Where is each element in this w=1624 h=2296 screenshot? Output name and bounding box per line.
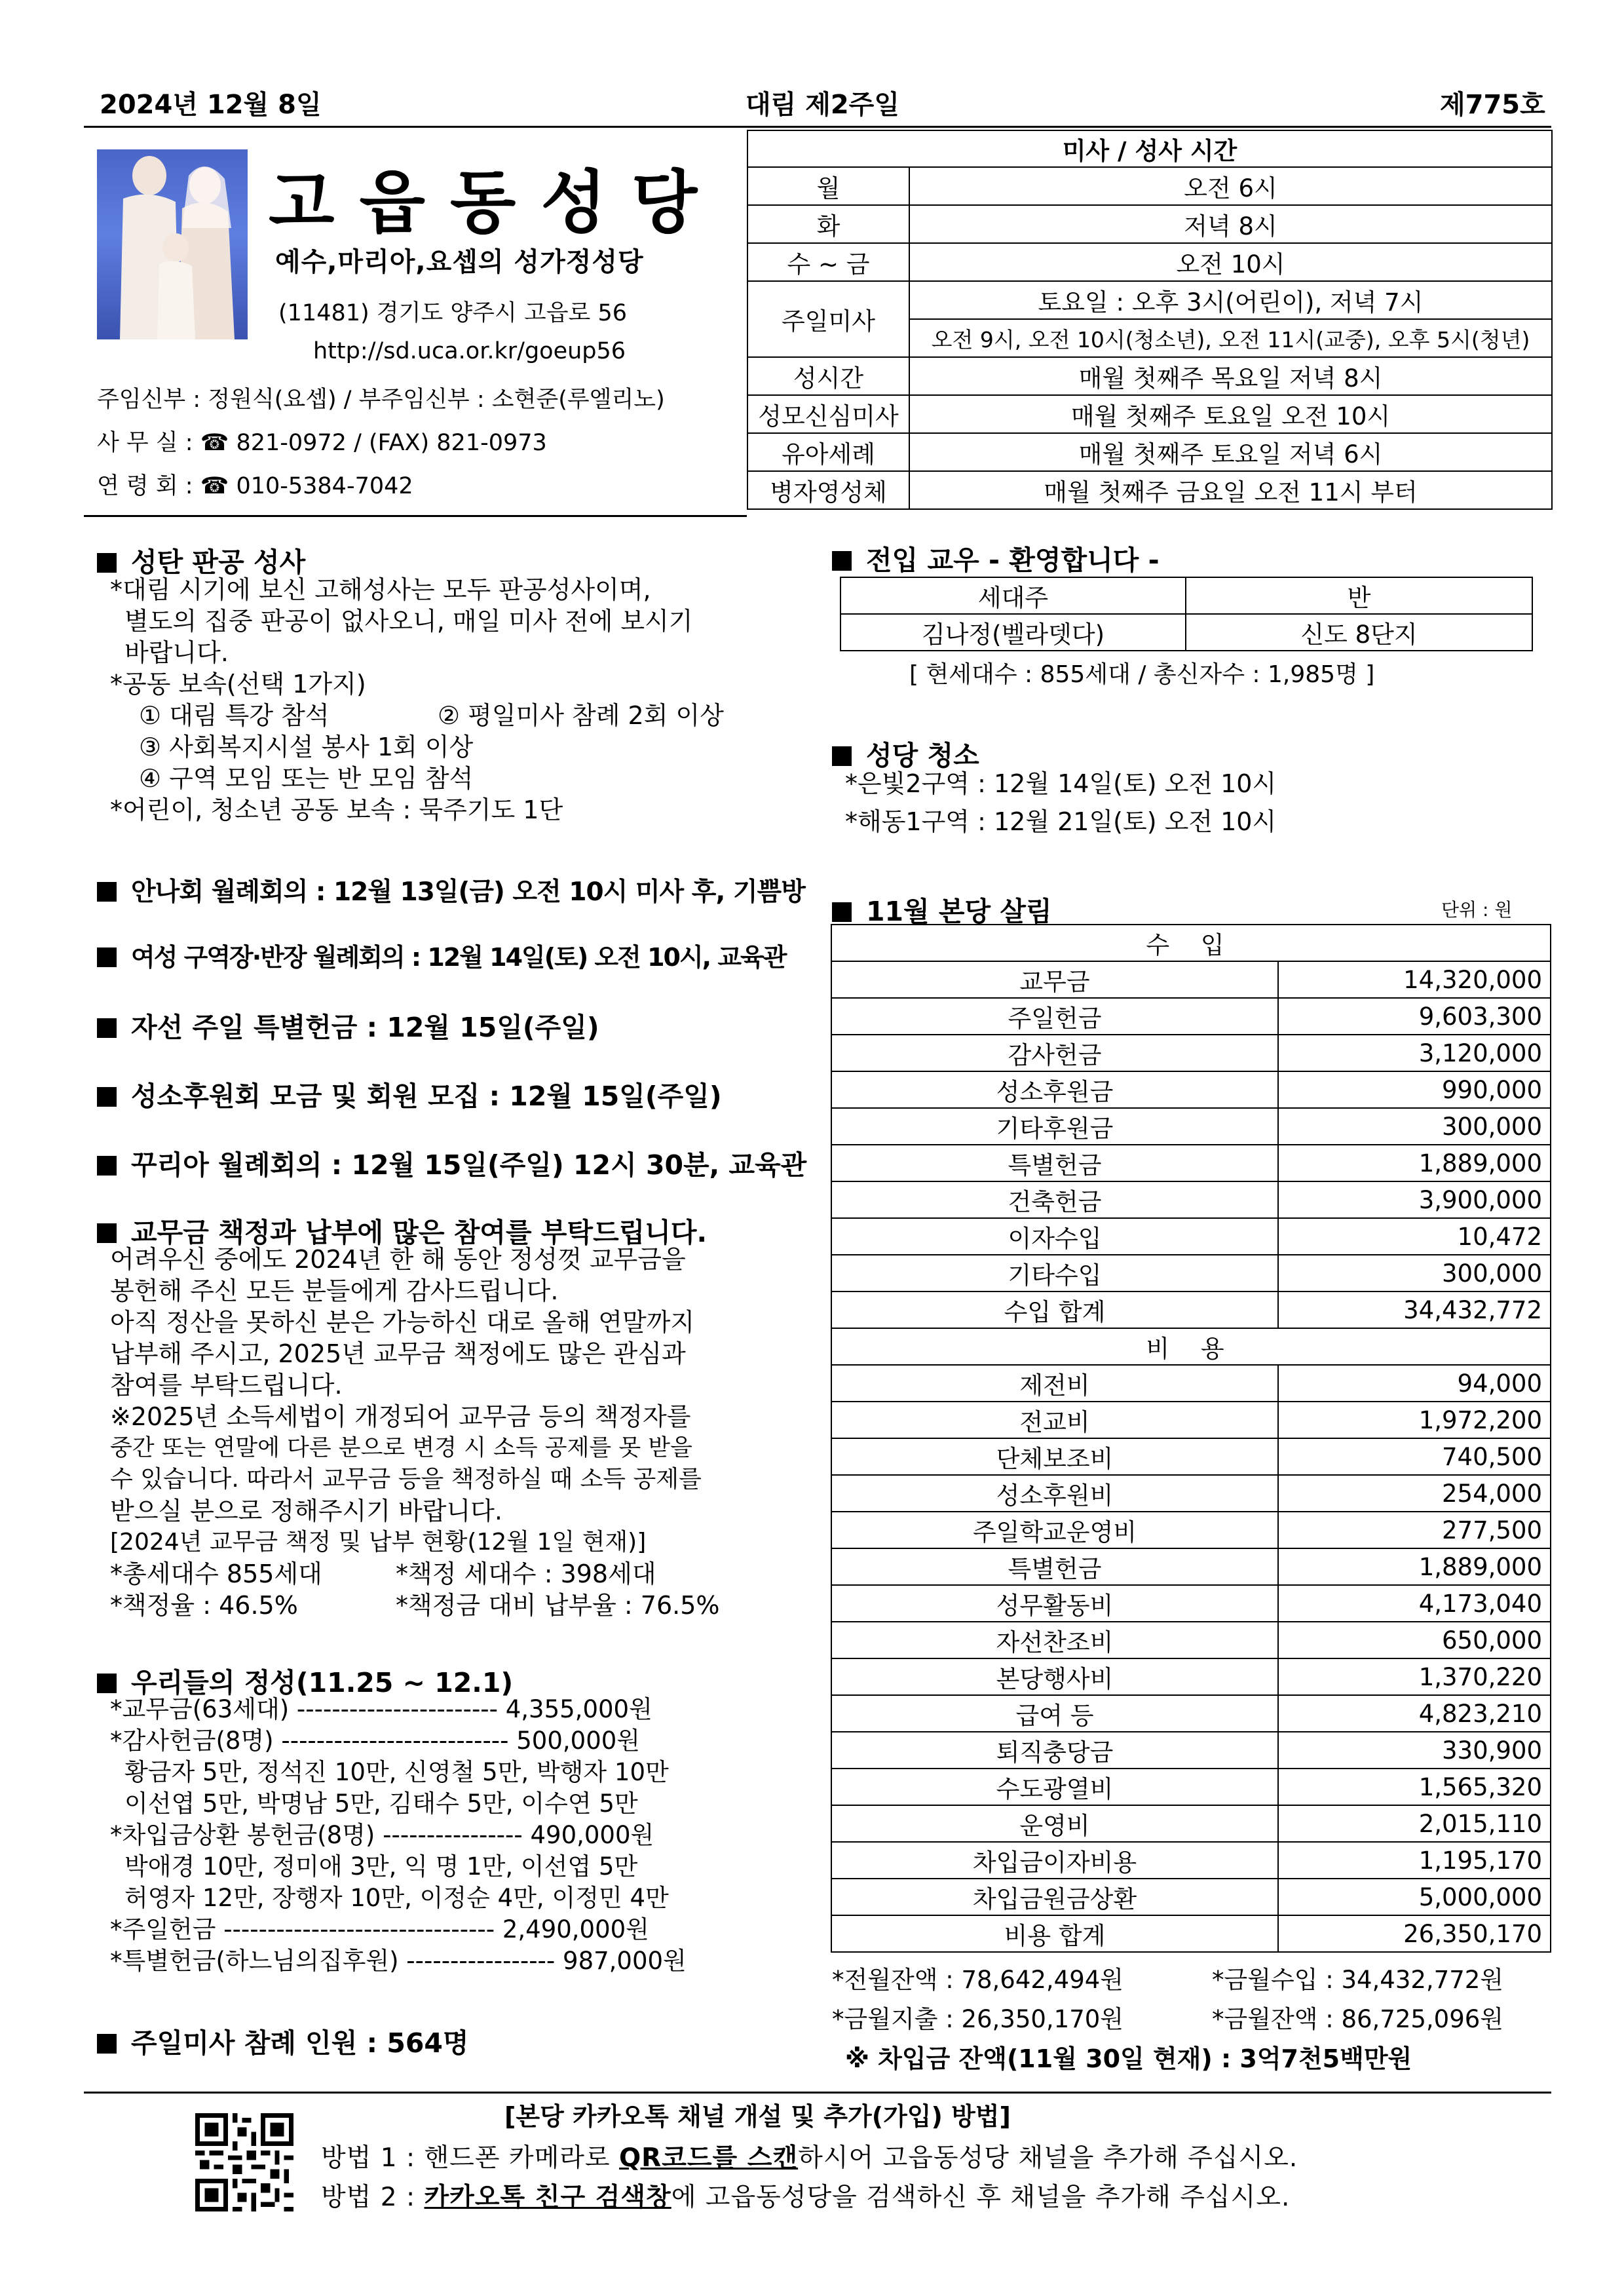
finance-amount: 1,889,000 — [1278, 1548, 1551, 1585]
finance-row — [831, 1438, 1551, 1475]
kakao-method-1: 방법 1 : 핸드폰 카메라로 QR코드를 스캔하시어 고읍동성당 채널을 추가해 주십시오. — [321, 2143, 1298, 2173]
finance-item: 특별헌금 — [831, 1145, 1278, 1181]
section-heading: 교무금 책정과 납부에 많은 참여를 부탁드립니다. — [97, 1211, 707, 1250]
council-phone: 연 령 회 : ☎ 010-5384-7042 — [97, 473, 413, 499]
footer-rule — [84, 2092, 1551, 2094]
finance-row — [831, 1255, 1551, 1292]
section-heading: 11월 본당 살림 — [832, 890, 1052, 928]
table-header: 반 — [1186, 577, 1532, 614]
balance-item: *전월잔액 : 78,642,494원 — [832, 1966, 1124, 1994]
paragraph-line: ② 평일미사 참례 2회 이상 — [438, 701, 724, 730]
table-cell: 김나정(벨라뎃다) — [840, 614, 1186, 651]
mass-label: 화 — [747, 205, 909, 243]
notice-item: 성소후원회 모금 및 회원 모집 : 12월 15일(주일) — [97, 1075, 722, 1113]
cleaning-line: *해동1구역 : 12월 21일(토) 오전 10시 — [845, 807, 1277, 836]
finance-item: 수입 합계 — [831, 1292, 1278, 1328]
finance-item: 전교비 — [831, 1402, 1278, 1438]
household-stat: [ 현세대수 : 855세대 / 총신자수 : 1,985명 ] — [909, 661, 1375, 688]
paragraph-line: ① 대림 특강 참석 — [139, 701, 330, 730]
finance-item: 감사헌금 — [831, 1035, 1278, 1071]
mass-label: 유아세례 — [747, 433, 909, 471]
paragraph-line: *공동 보속(선택 1가지) — [110, 670, 366, 698]
loan-balance: ※ 차입금 잔액(11월 30일 현재) : 3억7천5백만원 — [845, 2044, 1412, 2073]
notice-item: 여성 구역장·반장 월례회의 : 12월 14일(토) 오전 10시, 교육관 — [97, 937, 785, 973]
finance-item: 주일헌금 — [831, 998, 1278, 1035]
finance-table — [831, 924, 1551, 1953]
finance-amount: 1,565,320 — [1278, 1769, 1551, 1805]
offering-line: 허영자 12만, 장행자 10만, 이정순 4만, 이정민 4만 — [124, 1884, 669, 1912]
mass-label: 병자영성체 — [747, 471, 909, 509]
holy-family-statue-image — [97, 149, 248, 339]
paragraph-line: 참여를 부탁드립니다. — [110, 1371, 343, 1400]
mass-value: 저녁 8시 — [909, 205, 1552, 243]
paragraph-line: *대림 시기에 보신 고해성사는 모두 판공성사이며, — [110, 575, 651, 604]
paragraph-line: 납부해 주시고, 2025년 교무금 책정에도 많은 관심과 — [110, 1339, 686, 1368]
mass-table-heading: 미사 / 성사 시간 — [747, 130, 1552, 167]
finance-item: 주일학교운영비 — [831, 1512, 1278, 1548]
finance-row — [831, 1805, 1551, 1842]
finance-row — [831, 1145, 1551, 1181]
finance-item: 기타수입 — [831, 1255, 1278, 1292]
footer-title: [본당 카카오톡 채널 개설 및 추가(가입) 방법] — [504, 2102, 1011, 2131]
liturgical-week: 대림 제2주일 — [746, 90, 899, 120]
mass-label: 성시간 — [747, 357, 909, 395]
finance-row — [831, 1292, 1551, 1328]
finance-row — [831, 1402, 1551, 1438]
finance-item: 본당행사비 — [831, 1658, 1278, 1695]
finance-amount: 4,823,210 — [1278, 1695, 1551, 1732]
paragraph-line: 받으실 분으로 정해주시기 바랍니다. — [110, 1497, 502, 1525]
parish-subtitle: 예수,마리아,요셉의 성가정성당 — [275, 247, 644, 277]
issue-date: 2024년 12월 8일 — [100, 90, 322, 120]
finance-amount: 4,173,040 — [1278, 1585, 1551, 1622]
mass-value: 오전 10시 — [909, 243, 1552, 281]
table-cell: 신도 8단지 — [1186, 614, 1532, 651]
section-heading: 전입 교우 - 환영합니다 - — [832, 539, 1160, 577]
finance-amount: 1,370,220 — [1278, 1658, 1551, 1695]
issue-number: 제775호 — [1440, 90, 1545, 120]
finance-row — [831, 1658, 1551, 1695]
finance-amount: 9,603,300 — [1278, 998, 1551, 1035]
finance-row — [831, 1035, 1551, 1071]
finance-amount: 2,015,110 — [1278, 1805, 1551, 1842]
offering-line: *감사헌금(8명) -------------------------- 500,000원 — [110, 1727, 641, 1755]
stat-item: *책정 세대수 : 398세대 — [396, 1559, 656, 1588]
section-heading: 우리들의 정성(11.25 ~ 12.1) — [97, 1661, 513, 1700]
finance-item: 차입금원금상환 — [831, 1879, 1278, 1915]
finance-item: 성소후원금 — [831, 1071, 1278, 1108]
finance-row — [831, 1108, 1551, 1145]
cleaning-line: *은빛2구역 : 12월 14일(토) 오전 10시 — [845, 769, 1277, 798]
finance-item: 제전비 — [831, 1365, 1278, 1402]
stat-item: *총세대수 855세대 — [110, 1559, 322, 1588]
finance-amount: 990,000 — [1278, 1071, 1551, 1108]
paragraph-line: ※2025년 소득세법이 개정되어 교무금 등의 책정자를 — [110, 1402, 691, 1431]
finance-row — [831, 1622, 1551, 1658]
mass-value: 토요일 : 오후 3시(어린이), 저녁 7시 — [909, 281, 1552, 319]
finance-item: 비용 합계 — [831, 1915, 1278, 1952]
mass-label: 주일미사 — [747, 281, 909, 357]
finance-row — [831, 1879, 1551, 1915]
section-heading: 성탄 판공 성사 — [97, 541, 305, 579]
finance-item: 단체보조비 — [831, 1438, 1278, 1475]
finance-amount: 1,889,000 — [1278, 1145, 1551, 1181]
paragraph-line: [2024년 교무금 책정 및 납부 현황(12월 1일 현재)] — [110, 1529, 647, 1556]
paragraph-line: 수 있습니다. 따라서 교무금 등을 책정하실 때 소득 공제를 — [110, 1466, 702, 1493]
paragraph-line: 어려우신 중에도 2024년 한 해 동안 정성껏 교무금을 — [110, 1245, 686, 1274]
table-header: 세대주 — [840, 577, 1186, 614]
mass-value: 매월 첫째주 토요일 오전 10시 — [909, 395, 1552, 433]
offering-line: 황금자 5만, 정석진 10만, 신영철 5만, 박행자 10만 — [124, 1758, 669, 1786]
top-rule — [84, 126, 1551, 128]
finance-amount: 1,195,170 — [1278, 1842, 1551, 1879]
finance-amount: 5,000,000 — [1278, 1879, 1551, 1915]
parish-address: (11481) 경기도 양주시 고읍로 56 — [278, 300, 627, 326]
finance-item: 건축헌금 — [831, 1181, 1278, 1218]
finance-item: 기타후원금 — [831, 1108, 1278, 1145]
priest-info: 주임신부 : 정원식(요셉) / 부주임신부 : 소현준(루엘리노) — [97, 387, 665, 413]
finance-item: 수도광열비 — [831, 1769, 1278, 1805]
finance-amount: 34,432,772 — [1278, 1292, 1551, 1328]
finance-amount: 10,472 — [1278, 1218, 1551, 1255]
mass-label: 수 ~ 금 — [747, 243, 909, 281]
mass-label: 월 — [747, 167, 909, 205]
notice-item: 꾸리아 월례회의 : 12월 15일(주일) 12시 30분, 교육관 — [97, 1143, 806, 1182]
newcomer-table — [840, 577, 1533, 651]
paragraph-line: ④ 구역 모임 또는 반 모임 참석 — [139, 764, 474, 793]
finance-item: 이자수입 — [831, 1218, 1278, 1255]
finance-row — [831, 1365, 1551, 1402]
finance-row — [831, 1915, 1551, 1952]
kakao-method-2: 방법 2 : 카카오톡 친구 검색창에 고읍동성당을 검색하신 후 채널을 추가해 주십시오. — [321, 2183, 1291, 2212]
finance-amount: 330,900 — [1278, 1732, 1551, 1769]
finance-section-header: 비 용 — [831, 1328, 1551, 1365]
finance-row — [831, 1475, 1551, 1512]
finance-item: 운영비 — [831, 1805, 1278, 1842]
office-phone: 사 무 실 : ☎ 821-0972 / (FAX) 821-0973 — [97, 430, 547, 456]
mass-label: 성모신심미사 — [747, 395, 909, 433]
finance-amount: 14,320,000 — [1278, 961, 1551, 998]
finance-item: 급여 등 — [831, 1695, 1278, 1732]
finance-amount: 1,972,200 — [1278, 1402, 1551, 1438]
offering-line: *주일헌금 ------------------------------- 2,490,000원 — [110, 1915, 649, 1943]
finance-row — [831, 1585, 1551, 1622]
finance-row — [831, 1769, 1551, 1805]
finance-row — [831, 1218, 1551, 1255]
finance-amount: 26,350,170 — [1278, 1915, 1551, 1952]
header-rule — [84, 515, 747, 517]
balance-item: *금월지출 : 26,350,170원 — [832, 2005, 1124, 2033]
finance-row — [831, 1695, 1551, 1732]
mass-value: 매월 첫째주 토요일 저녁 6시 — [909, 433, 1552, 471]
finance-item: 특별헌금 — [831, 1548, 1278, 1585]
finance-item: 차입금이자비용 — [831, 1842, 1278, 1879]
finance-amount: 740,500 — [1278, 1438, 1551, 1475]
paragraph-line: 중간 또는 연말에 다른 분으로 변경 시 소득 공제를 못 받을 — [110, 1435, 692, 1461]
finance-item: 성무활동비 — [831, 1585, 1278, 1622]
offering-line: 이선엽 5만, 박명남 5만, 김태수 5만, 이수연 5만 — [124, 1789, 638, 1818]
finance-amount: 650,000 — [1278, 1622, 1551, 1658]
stat-item: *책정율 : 46.5% — [110, 1591, 298, 1620]
stat-item: *책정금 대비 납부율 : 76.5% — [396, 1591, 720, 1620]
finance-amount: 3,900,000 — [1278, 1181, 1551, 1218]
mass-value: 매월 첫째주 목요일 저녁 8시 — [909, 357, 1552, 395]
offering-line: *차입금상환 봉헌금(8명) ---------------- 490,000원 — [110, 1821, 654, 1849]
finance-item: 자선찬조비 — [831, 1622, 1278, 1658]
finance-row — [831, 961, 1551, 998]
paragraph-line: 바랍니다. — [124, 638, 229, 667]
unit-label: 단위 : 원 — [1441, 899, 1513, 921]
offering-line: *특별헌금(하느님의집후원) ----------------- 987,000원 — [110, 1947, 687, 1975]
notice-item: 자선 주일 특별헌금 : 12월 15일(주일) — [97, 1006, 599, 1044]
finance-amount: 300,000 — [1278, 1255, 1551, 1292]
finance-amount: 277,500 — [1278, 1512, 1551, 1548]
mass-value: 오전 6시 — [909, 167, 1552, 205]
finance-amount: 300,000 — [1278, 1108, 1551, 1145]
paragraph-line: 별도의 집중 판공이 없사오니, 매일 미사 전에 보시기 — [124, 607, 693, 636]
section-heading: 성당 청소 — [832, 734, 979, 773]
offering-line: 박애경 10만, 정미애 3만, 익 명 1만, 이선엽 5만 — [124, 1852, 638, 1881]
notice-item: 안나회 월례회의 : 12월 13일(금) 오전 10시 미사 후, 기쁨방 — [97, 871, 805, 908]
offering-line: *교무금(63세대) ----------------------- 4,355,000원 — [110, 1695, 652, 1723]
balance-item: *금월잔액 : 86,725,096원 — [1212, 2005, 1504, 2033]
mass-attendance: 주일미사 참례 인원 : 564명 — [97, 2021, 469, 2060]
paragraph-line: *어린이, 청소년 공동 보속 : 묵주기도 1단 — [110, 795, 563, 824]
mass-value-sunday: 오전 9시, 오전 10시(청소년), 오전 11시(교중), 오후 5시(청년) — [909, 319, 1552, 357]
finance-item: 성소후원비 — [831, 1475, 1278, 1512]
finance-row — [831, 1548, 1551, 1585]
paragraph-line: 봉헌해 주신 모든 분들에게 감사드립니다. — [110, 1276, 559, 1305]
parish-url[interactable]: http://sd.uca.or.kr/goeup56 — [313, 338, 626, 364]
finance-amount: 3,120,000 — [1278, 1035, 1551, 1071]
finance-row — [831, 1512, 1551, 1548]
finance-row — [831, 998, 1551, 1035]
qr-code-icon[interactable] — [195, 2113, 293, 2211]
finance-item: 퇴직충당금 — [831, 1732, 1278, 1769]
finance-amount: 254,000 — [1278, 1475, 1551, 1512]
finance-row — [831, 1732, 1551, 1769]
mass-schedule-table — [747, 130, 1553, 510]
mass-value: 매월 첫째주 금요일 오전 11시 부터 — [909, 471, 1552, 509]
finance-row — [831, 1181, 1551, 1218]
finance-row — [831, 1071, 1551, 1108]
finance-amount: 94,000 — [1278, 1365, 1551, 1402]
parish-title: 고읍동성당 — [269, 162, 723, 242]
finance-section-header: 수 입 — [831, 925, 1551, 961]
finance-item: 교무금 — [831, 961, 1278, 998]
paragraph-line: 아직 정산을 못하신 분은 가능하신 대로 올해 연말까지 — [110, 1308, 695, 1337]
paragraph-line: ③ 사회복지시설 봉사 1회 이상 — [139, 733, 474, 761]
finance-row — [831, 1842, 1551, 1879]
balance-item: *금월수입 : 34,432,772원 — [1212, 1966, 1504, 1994]
